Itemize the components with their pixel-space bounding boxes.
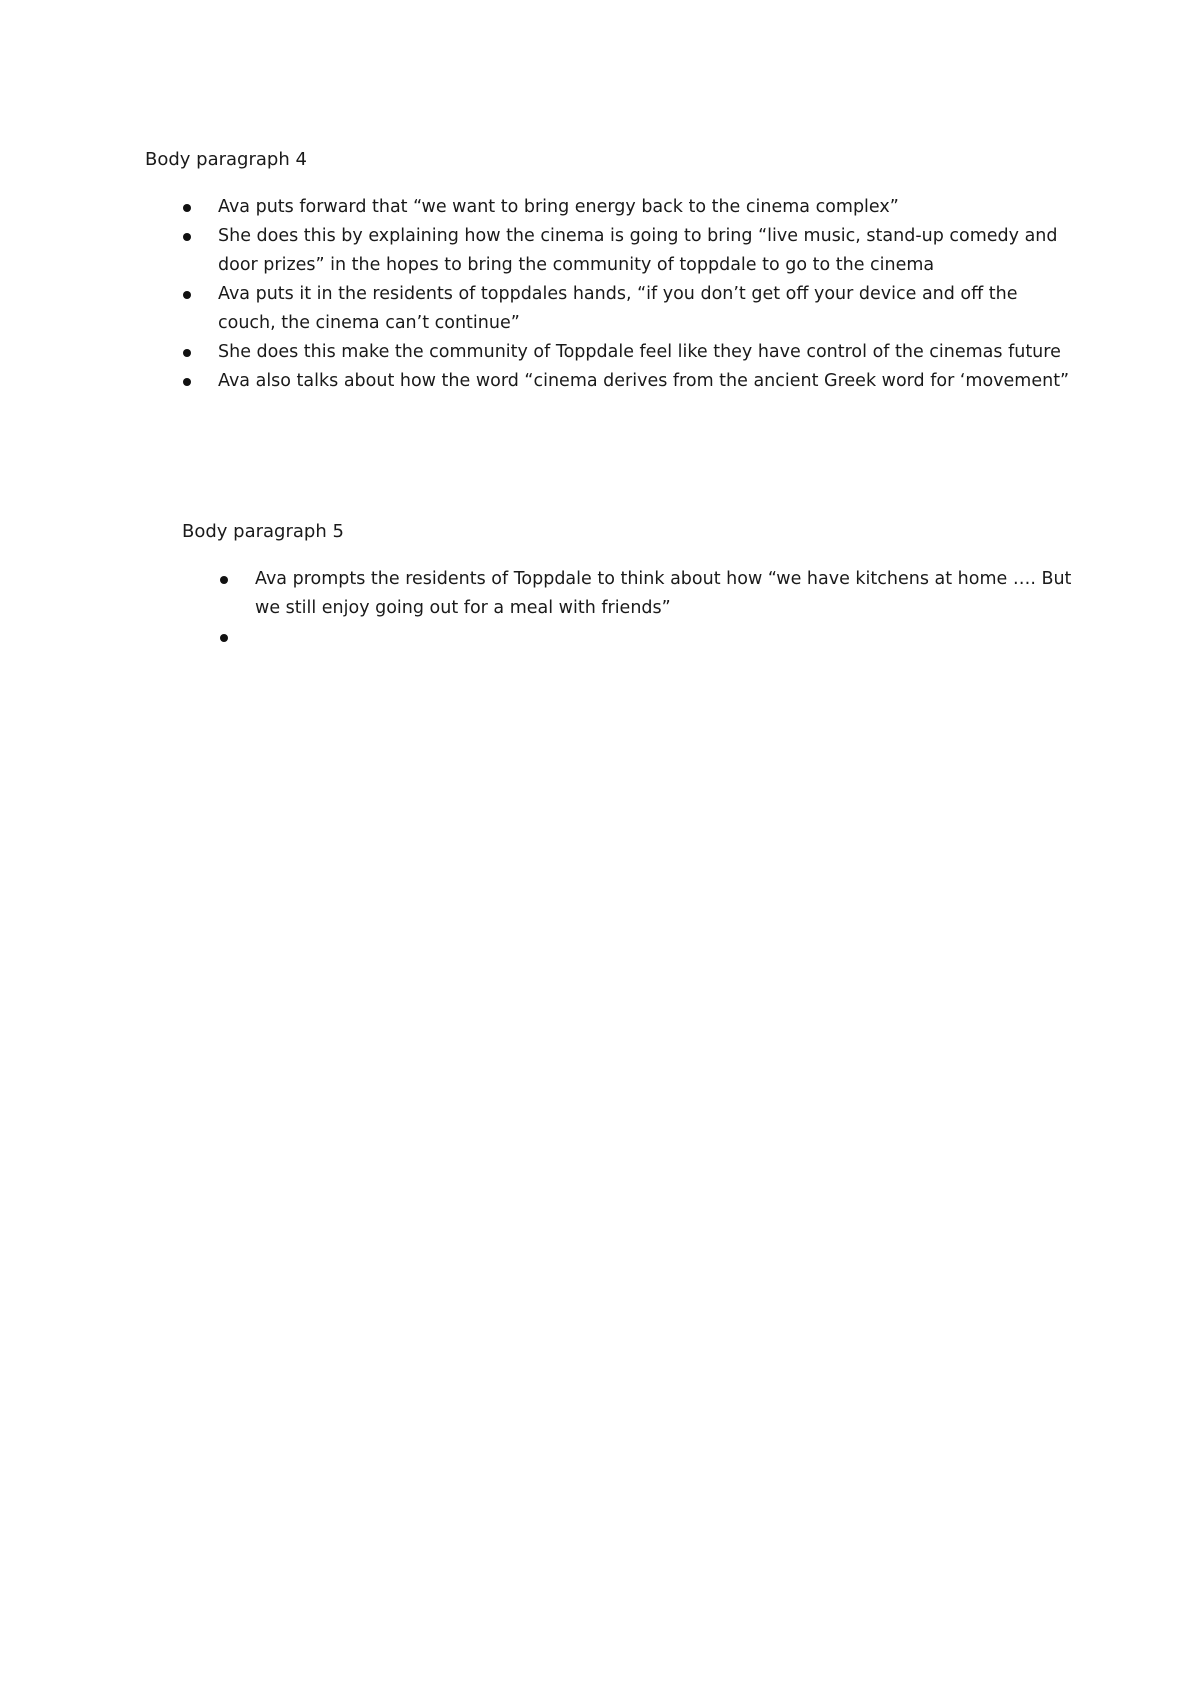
list-item [180,280,1080,338]
list-item-text: She does this make the community of Toppdale feel like they have control of the cinemas future [218,342,1061,362]
list-item-text: She does this by explaining how the cinema is going to bring “live music, stand-up comedy and door prizes” in the hopes to bring the community of toppdale to go to the cinema [218,226,1058,275]
bullet-icon [183,378,191,386]
list-item [180,338,1080,367]
list-item-empty [217,623,1087,652]
section-heading: Body paragraph 5 [182,521,344,542]
section-heading: Body paragraph 4 [145,149,307,170]
list-item [180,193,1080,222]
list-item-text: Ava also talks about how the word “cinema derives from the ancient Greek word for ‘movement” [218,371,1070,391]
list-item-text: Ava puts it in the residents of toppdales hands, “if you don’t get off your device and off the couch, the cinema can’t continue” [218,284,1018,333]
bullet-icon [183,233,191,241]
list-item [180,367,1080,396]
list-item-text: Ava puts forward that “we want to bring energy back to the cinema complex” [218,197,899,217]
bullet-icon [220,576,228,584]
bullet-icon [183,349,191,357]
list-item [217,565,1087,623]
bullet-icon [183,291,191,299]
bullet-icon [183,204,191,212]
bullet-list [180,193,1080,396]
list-item-text: Ava prompts the residents of Toppdale to think about how “we have kitchens at home …. But we still enjoy going out for a meal with friends” [255,569,1072,618]
bullet-icon [220,634,228,642]
list-item [180,222,1080,280]
bullet-list [217,565,1087,652]
